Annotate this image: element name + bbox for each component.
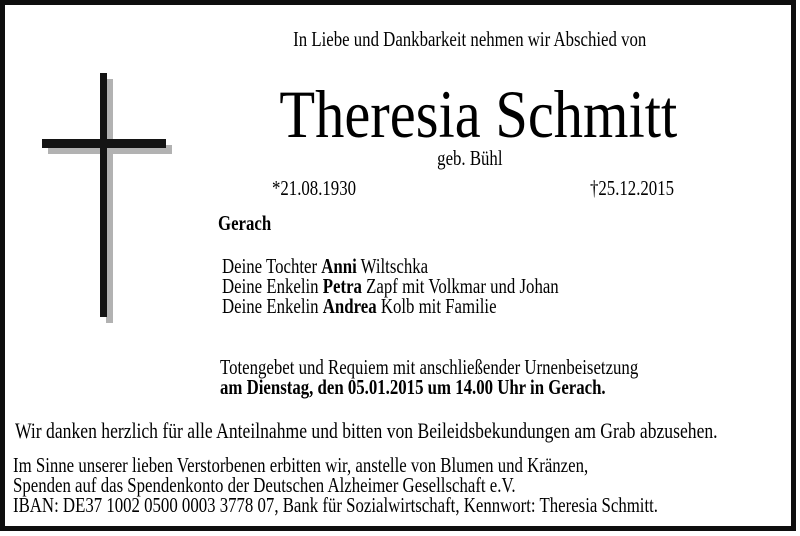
mourner-line [222,276,643,296]
maiden-name: geb. Bühl [437,146,503,170]
cross-bar-horizontal [42,139,166,148]
cross-shadow-vertical [106,79,113,323]
mourner-line [222,256,643,276]
deceased-name: Theresia Schmitt [279,76,677,152]
birth-date: *21.08.1930 [272,176,356,200]
mourner-name: Andrea [322,294,377,318]
mourner-relation: Deine Enkelin [222,274,319,298]
donation-line1: Im Sinne unserer lieben Verstorbenen erbitten wir, anstelle von Blumen und Kränzen, [13,453,589,477]
donation-block [13,455,800,515]
service-line2: am Dienstag, den 05.01.2015 um 14.00 Uhr in Gerach. [220,375,606,399]
cross-bar-vertical [100,73,107,317]
mourner-relation: Deine Enkelin [222,294,319,318]
mourner-relation: Deine Tochter [222,254,318,278]
place-name: Gerach [218,211,272,235]
service-line1: Totengebet und Requiem mit anschließender Urnenbeisetzung [220,355,639,379]
mourner-rest: Kolb mit Familie [380,294,497,318]
mourner-line [222,296,643,316]
mourner-name: Anni [321,254,357,278]
mourners-list [222,256,643,316]
death-date: †25.12.2015 [590,176,674,200]
place-line [218,213,284,234]
mourner-rest: Wiltschka [360,254,429,278]
thanks-text: Wir danken herzlich für alle Anteilnahme und bitten von Beileidsbekundungen am Grab abzusehen. [15,418,718,443]
mourner-name: Petra [322,274,362,298]
donation-line3: IBAN: DE37 1002 0500 0003 3778 07, Bank für Sozialwirtschaft, Kennwort: Theresia Schmitt. [13,493,658,517]
intro-text: In Liebe und Dankbarkeit nehmen wir Abschied von [293,27,647,51]
intro-line [220,29,720,50]
service-info [220,357,743,397]
dates-row [272,178,674,199]
deceased-name-heading [228,76,728,152]
donation-line2: Spenden auf das Spendenkonto der Deutschen Alzheimer Gesellschaft e.V. [13,473,516,497]
thanks-line [15,420,800,442]
maiden-name-line [220,148,720,169]
mourner-rest: Zapf mit Volkmar und Johan [366,274,559,298]
